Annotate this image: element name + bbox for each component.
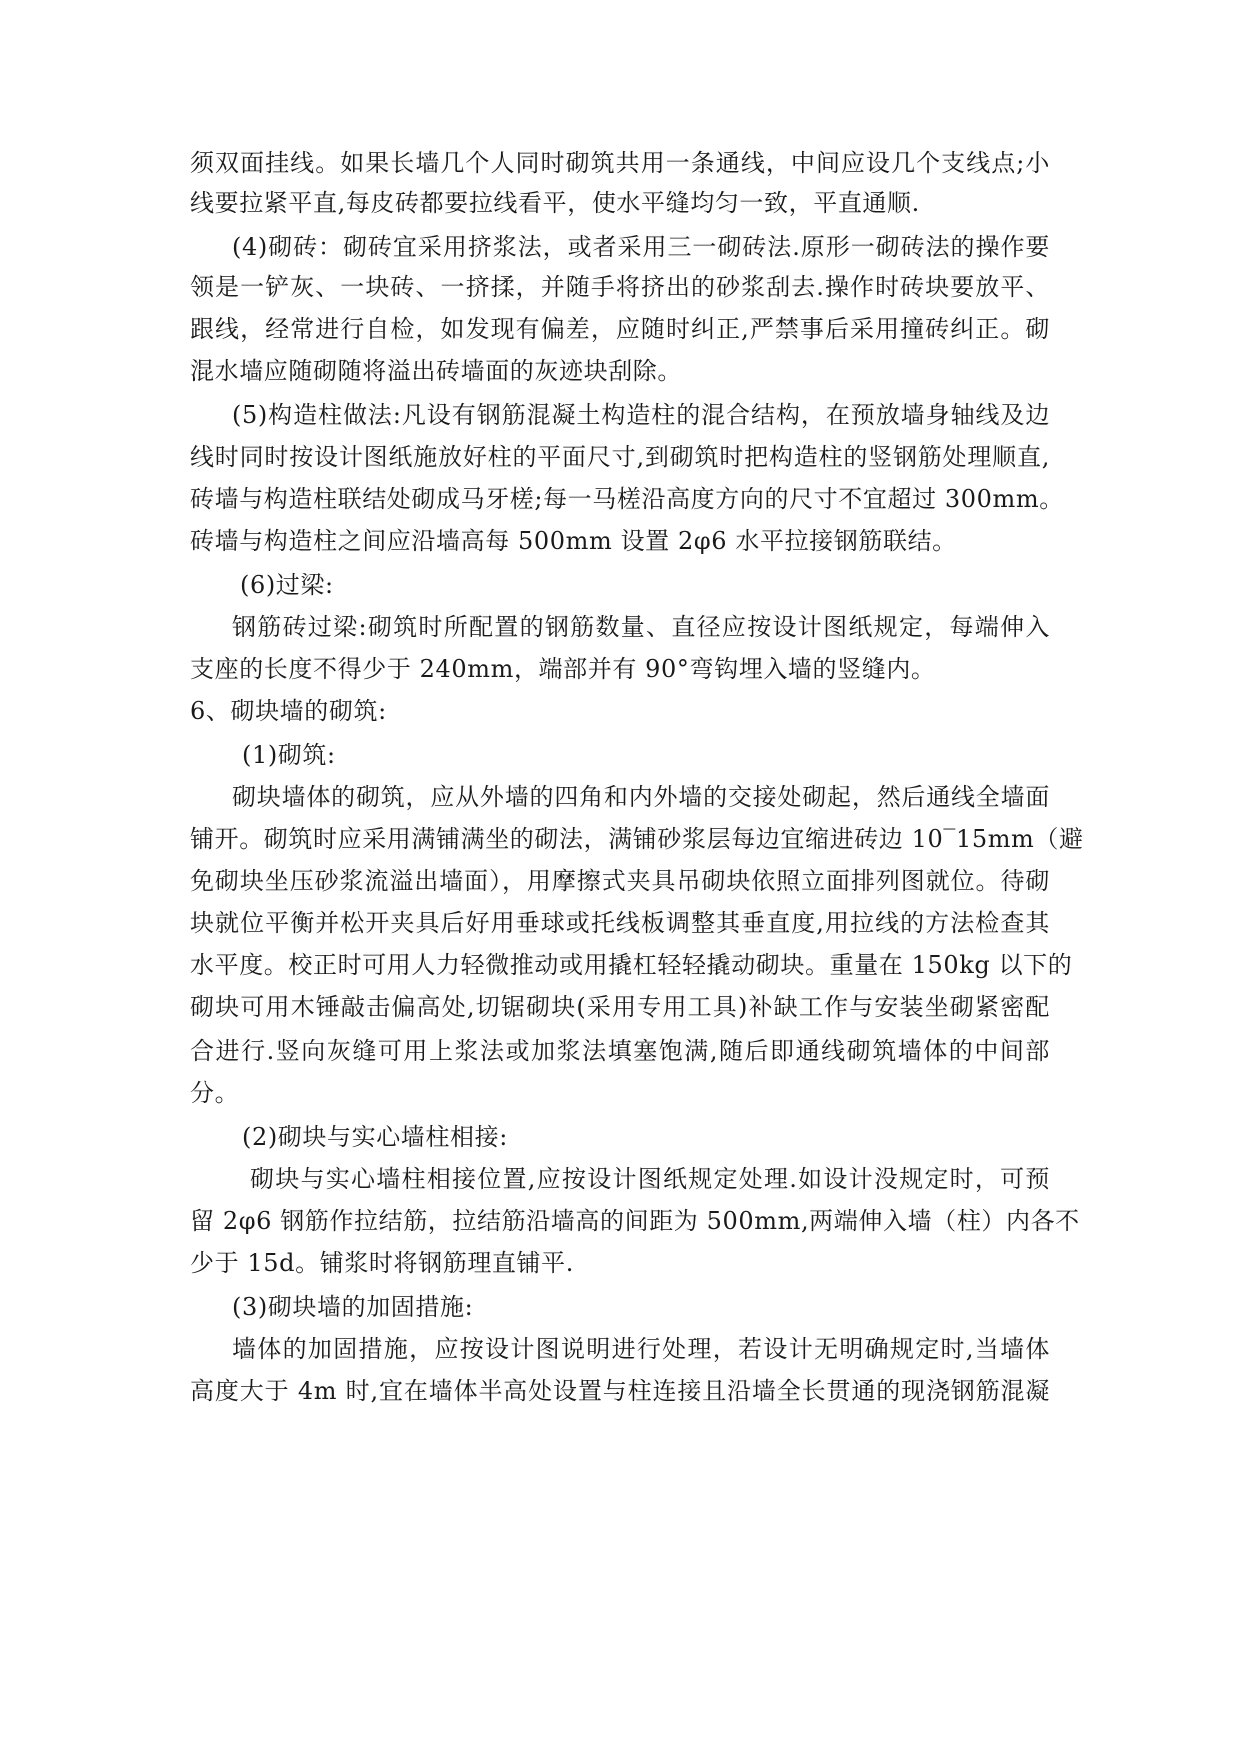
paragraph-line: 须双面挂线。如果长墙几个人同时砌筑共用一条通线，中间应设几个支线点;小 — [190, 149, 1050, 177]
paragraph-line: 水平度。校正时可用人力轻微推动或用撬杠轻轻撬动砌块。重量在 150kg 以下的 — [190, 951, 1073, 979]
paragraph-line: 线时同时按设计图纸施放好柱的平面尺寸,到砌筑时把构造柱的竖钢筋处理顺直, — [190, 443, 1050, 471]
paragraph-line: 铺开。砌筑时应采用满铺满坐的砌法，满铺砂浆层每边宜缩进砖边 10‾15mm（避 — [190, 825, 1084, 853]
paragraph-line: 墙体的加固措施，应按设计图说明进行处理，若设计无明确规定时,当墙体 — [232, 1335, 1050, 1363]
section-heading: (2)砌块与实心墙柱相接: — [242, 1123, 508, 1151]
paragraph-line: 少于 15d。铺浆时将钢筋理直铺平. — [190, 1249, 574, 1277]
section-heading: (6)过梁: — [240, 571, 334, 599]
paragraph-line: 砌块可用木锤敲击偏高处,切锯砌块(采用专用工具)补缺工作与安装坐砌紧密配 — [190, 993, 1050, 1021]
section-heading: 6、砌块墙的砌筑: — [190, 697, 387, 725]
paragraph-line: 高度大于 4m 时,宜在墙体半高处设置与柱连接且沿墙全长贯通的现浇钢筋混凝 — [190, 1377, 1050, 1405]
paragraph-line: 跟线，经常进行自检，如发现有偏差，应随时纠正,严禁事后采用撞砖纠正。砌 — [190, 315, 1050, 343]
paragraph-line: 合进行.竖向灰缝可用上浆法或加浆法填塞饱满,随后即通线砌筑墙体的中间部 — [190, 1037, 1050, 1065]
paragraph-line: 混水墙应随砌随将溢出砖墙面的灰迹块刮除。 — [190, 357, 682, 385]
paragraph-line: 块就位平衡并松开夹具后好用垂球或托线板调整其垂直度,用拉线的方法检查其 — [190, 909, 1050, 937]
paragraph-line: 留 2φ6 钢筋作拉结筋，拉结筋沿墙高的间距为 500mm,两端伸入墙（柱）内各不 — [190, 1207, 1080, 1235]
paragraph-line: 钢筋砖过梁:砌筑时所配置的钢筋数量、直径应按设计图纸规定，每端伸入 — [232, 613, 1050, 641]
paragraph-line: 砌块墙体的砌筑，应从外墙的四角和内外墙的交接处砌起，然后通线全墙面 — [232, 783, 1050, 811]
section-heading: (3)砌块墙的加固措施: — [232, 1293, 474, 1321]
paragraph-line: 免砌块坐压砂浆流溢出墙面），用摩擦式夹具吊砌块依照立面排列图就位。待砌 — [190, 867, 1050, 895]
paragraph-line: 砖墙与构造柱之间应沿墙高每 500mm 设置 2φ6 水平拉接钢筋联结。 — [190, 527, 957, 555]
paragraph-line: 分。 — [190, 1079, 240, 1107]
paragraph-line: 砌块与实心墙柱相接位置,应按设计图纸规定处理.如设计没规定时，可预 — [250, 1165, 1050, 1193]
paragraph-line: 线要拉紧平直,每皮砖都要拉线看平，使水平缝均匀一致，平直通顺. — [190, 189, 920, 217]
section-heading: (1)砌筑: — [242, 741, 336, 769]
paragraph-line: 支座的长度不得少于 240mm，端部并有 90°弯钩埋入墙的竖缝内。 — [190, 655, 936, 683]
paragraph-line: 领是一铲灰、一块砖、一挤揉，并随手将挤出的砂浆刮去.操作时砖块要放平、 — [190, 273, 1050, 301]
paragraph-line: 砖墙与构造柱联结处砌成马牙槎;每一马槎沿高度方向的尺寸不宜超过 300mm。 — [190, 485, 1064, 513]
paragraph-line: (5)构造柱做法:凡设有钢筋混凝土构造柱的混合结构，在预放墙身轴线及边 — [232, 401, 1050, 429]
paragraph-line: (4)砌砖：砌砖宜采用挤浆法，或者采用三一砌砖法.原形一砌砖法的操作要 — [232, 233, 1050, 261]
